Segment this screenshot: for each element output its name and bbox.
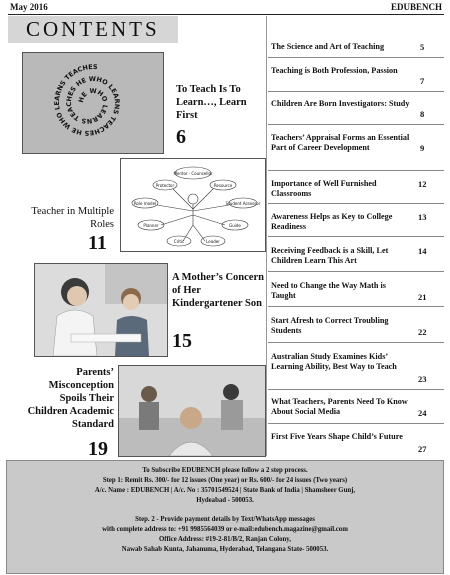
toc-entry-page: 9 xyxy=(420,143,425,153)
toc-divider xyxy=(268,423,444,424)
role-label: Role model xyxy=(133,201,157,206)
toc-entry-page: 7 xyxy=(420,76,425,86)
toc-entry-title[interactable]: Australian Study Examines Kids’ Learning Ability, Best Way to Teach xyxy=(271,352,397,371)
story-title-2: Teacher in Multiple Roles xyxy=(31,206,114,230)
toc-divider xyxy=(268,342,444,343)
role-label: Critic xyxy=(173,239,185,244)
toc-entry-page: 12 xyxy=(418,179,427,189)
toc-divider xyxy=(268,91,444,92)
toc-divider xyxy=(268,271,444,272)
role-label: Protector xyxy=(155,183,175,188)
toc-entry-title[interactable]: First Five Years Shape Child’s Future xyxy=(271,432,403,441)
mother-son-photo xyxy=(34,263,168,357)
toc-entry-page: 22 xyxy=(418,327,427,337)
toc-entry-title[interactable]: What Teachers, Parents Need To Know About Social Media xyxy=(271,397,408,416)
issue-date: May 2016 xyxy=(10,2,48,12)
subscribe-step1: Step 1: Remit Rs. 300/- for 12 issues (One year) or Rs. 600/- for 24 issues (Two years) xyxy=(102,477,348,484)
toc-divider xyxy=(268,236,444,237)
story-title-4: Parents’ Misconception Spoils Their Children Academic Standard xyxy=(27,367,114,430)
role-label: Guide xyxy=(229,223,241,228)
role-label: Student Assessor xyxy=(225,201,261,206)
toc-entry-title[interactable]: Teaching is Both Profession, Passion xyxy=(271,66,398,75)
toc-divider xyxy=(268,57,444,58)
toc-entry-title[interactable]: Teachers’ Appraisal Forms an Essential Part of Career Development xyxy=(271,133,410,152)
role-label: Mentor · Counsellor xyxy=(173,171,213,176)
contents-title: CONTENTS xyxy=(26,17,160,41)
story-page-1: 6 xyxy=(176,126,186,148)
toc-divider xyxy=(268,170,444,171)
story-page-4: 19 xyxy=(88,438,108,460)
subscription-box xyxy=(6,460,444,574)
spiral-text: HE WHO LEARNS TEACHES HE WHO LEARNS TEACHES HE WHO LEARNS TEACHES xyxy=(52,62,122,138)
story-page-2: 11 xyxy=(88,232,107,254)
toc-entry-page: 14 xyxy=(418,246,427,256)
contact-details[interactable]: with complete address to: +91 9985564039 or e-mail:edubench.magazine@gmail.com xyxy=(102,526,348,533)
toc-entry-title[interactable]: Importance of Well Furnished Classrooms xyxy=(271,179,377,198)
toc-entry-title[interactable]: Children Are Born Investigators: Study xyxy=(271,99,410,108)
story-title-3: A Mother’s Concern of Her Kindergartener Son xyxy=(172,272,264,309)
toc-entry-title[interactable]: The Science and Art of Teaching xyxy=(271,42,385,51)
office-address-2: Nawab Sahab Kunta, Jahanuma, Hyderabad, Telangana State- 500053. xyxy=(121,546,329,553)
toc-entry-page: 5 xyxy=(420,42,425,52)
subscribe-heading: To Subscribe EDUBENCH please follow a 2 step process. xyxy=(142,467,308,474)
roles-diagram xyxy=(120,158,266,252)
toc-entry-page: 13 xyxy=(418,212,427,222)
column-divider xyxy=(266,16,267,456)
toc-entry-title[interactable]: Need to Change the Way Math is Taught xyxy=(271,281,386,300)
toc-divider xyxy=(268,389,444,390)
toc-entry-title[interactable]: Start Afresh to Correct Troubling Students xyxy=(271,316,389,335)
bank-city: Hydeabad - 500053. xyxy=(196,497,254,504)
toc-entry-title[interactable]: Receiving Feedback is a Skill, Let Children Learn This Art xyxy=(271,246,389,265)
magazine-name: EDUBENCH xyxy=(390,2,442,12)
toc-entry-title[interactable]: Awareness Helps as Key to College Readiness xyxy=(271,212,393,231)
story-title-1: To Teach Is To Learn…, Learn First xyxy=(176,84,247,121)
toc-divider xyxy=(268,203,444,204)
bank-account-details: A/c. Name : EDUBENCH | A/c. No : 35701549524 | State Bank of India | Shamsheer Gunj, xyxy=(94,487,356,494)
toc-entry-page: 27 xyxy=(418,444,427,454)
role-label: Resource xyxy=(213,183,233,188)
toc-divider xyxy=(268,124,444,125)
toc-entry-page: 21 xyxy=(418,292,427,302)
story-page-3: 15 xyxy=(172,330,192,352)
header-divider xyxy=(8,14,444,15)
office-address-1: Office Address: #19-2-81/B/2, Ranjan Colony, xyxy=(158,536,292,543)
parents-child-photo xyxy=(118,365,266,457)
toc-entry-page: 24 xyxy=(418,408,427,418)
spiral-text-image xyxy=(22,52,164,154)
toc-divider xyxy=(268,306,444,307)
subscribe-step2: Step. 2 - Provide payment details by Text/WhatsApp messages xyxy=(135,516,315,523)
toc-entry-page: 23 xyxy=(418,374,427,384)
role-label: Planner xyxy=(143,223,159,228)
role-label: Leader xyxy=(206,239,220,244)
toc-entry-page: 8 xyxy=(420,109,425,119)
